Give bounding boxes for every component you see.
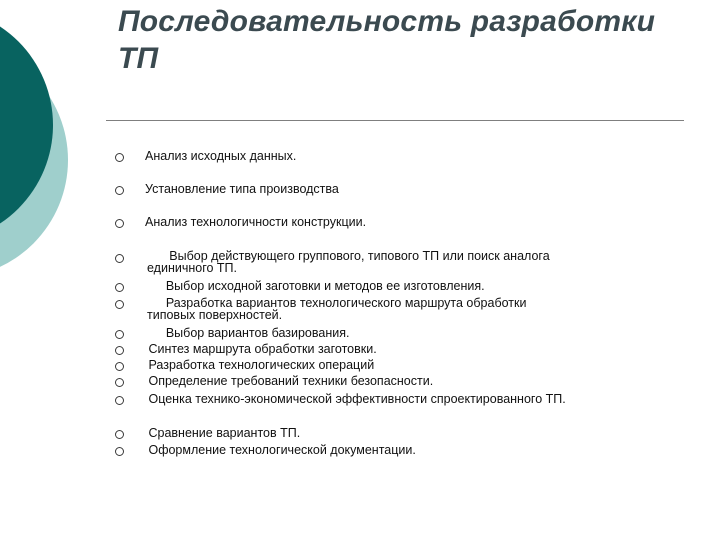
bullet-icon (115, 186, 124, 195)
bullet-icon (115, 283, 124, 292)
bullet-icon (115, 447, 124, 456)
bullet-icon (115, 219, 124, 228)
bullet-icon (115, 430, 124, 439)
bullet-icon (115, 396, 124, 405)
bullet-icon (115, 254, 124, 263)
title-line-1: Последовательность разработки (118, 5, 656, 38)
title-divider (106, 120, 684, 121)
bullet-icon (115, 362, 124, 371)
decorative-circles (0, 0, 110, 300)
bullet-icon (115, 153, 124, 162)
bullet-icon (115, 300, 124, 309)
bullet-icon (115, 330, 124, 339)
slide-title (118, 3, 708, 77)
bullet-icon (115, 346, 124, 355)
bullet-icon (115, 378, 124, 387)
title-line-2: ТП (118, 42, 159, 75)
